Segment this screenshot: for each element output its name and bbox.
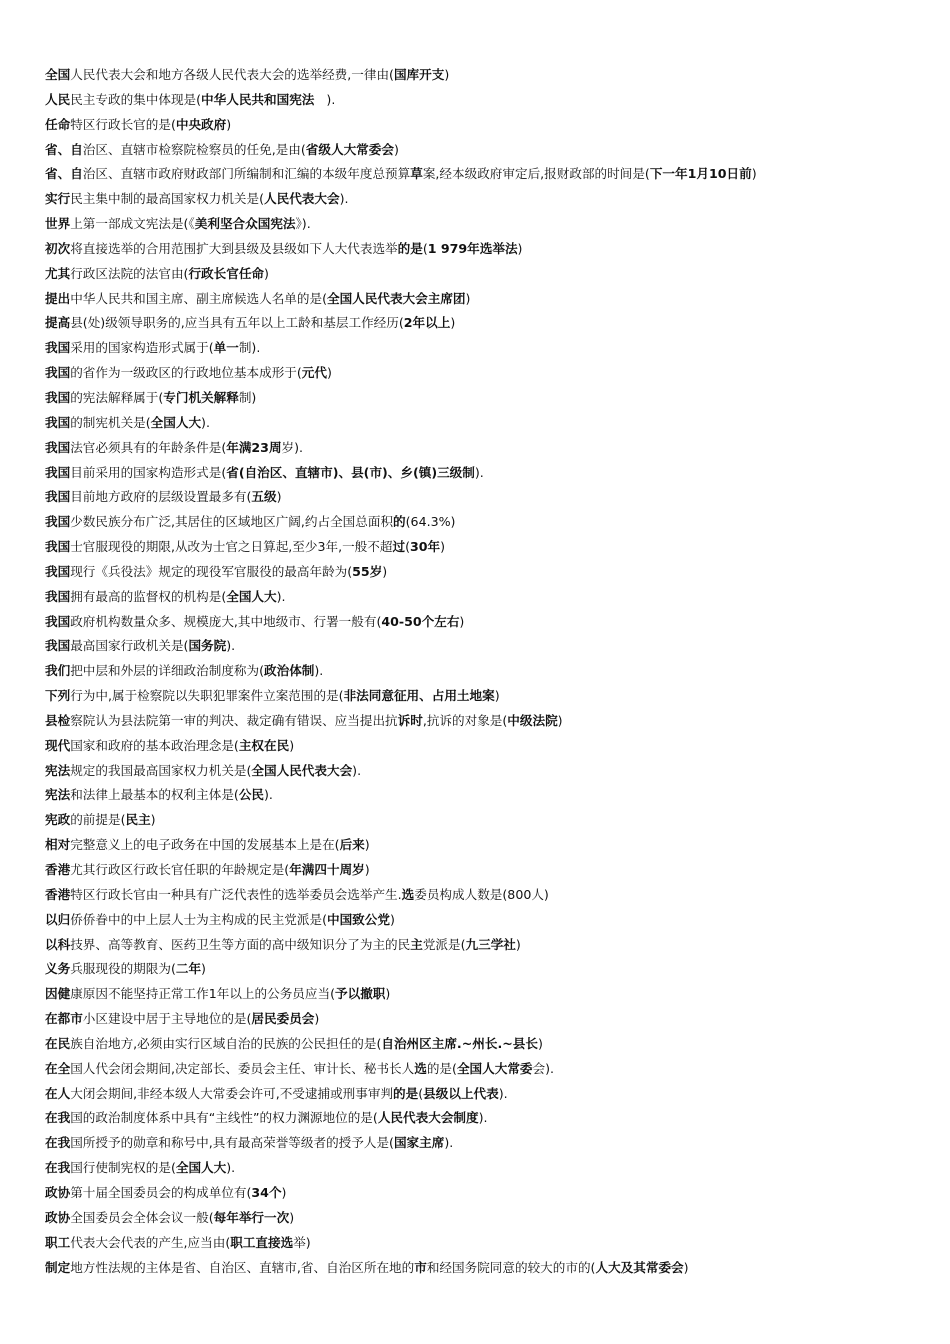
qa-line: 现代国家和政府的基本政治理念是(主权在民) — [45, 737, 295, 753]
qa-line: 在我国的政治制度体系中具有“主线性”的权力渊源地位的是(人民代表大会制度). — [45, 1110, 488, 1126]
qa-line: 在都市小区建设中居于主导地位的是(居民委员会) — [45, 1011, 320, 1027]
qa-line: 我国少数民族分布广泛,其居住的区域地区广阔,约占全国总面积的(64.3%) — [45, 514, 456, 530]
qa-line: 因健康原因不能坚持正常工作1年以上的公务员应当(予以撤职) — [45, 986, 391, 1002]
qa-line: 政协全国委员会全体会议一般(每年举行一次) — [45, 1209, 295, 1225]
qa-line: 我国最高国家行政机关是(国务院). — [45, 638, 236, 654]
qa-line: 提高县(处)级领导职务的,应当具有五年以上工龄和基层工作经历(2年以上) — [45, 315, 456, 331]
qa-line: 实行民主集中制的最高国家权力机关是(人民代表大会). — [45, 191, 349, 207]
qa-line: 在人大闭会期间,非经本级人大常委会许可,不受逮捕或刑事审判的是(县级以上代表). — [45, 1085, 508, 1101]
qa-line: 任命特区行政长官的是(中央政府) — [45, 116, 232, 132]
qa-line: 省、自治区、直辖市政府财政部门所编制和汇编的本级年度总预算草案,经本级政府审定后,报财政部的时间是(下一年1月10日前) — [45, 166, 757, 182]
qa-line: 我国政府机构数量众多、规模庞大,其中地级市、行署一般有(40-50个左右) — [45, 613, 465, 629]
qa-line: 在我国行使制宪权的是(全国人大). — [45, 1160, 236, 1176]
qa-line: 下列行为中,属于检察院以失职犯罪案件立案范围的是(非法同意征用、占用土地案) — [45, 688, 500, 704]
qa-line: 我国的制宪机关是(全国人大). — [45, 414, 210, 430]
qa-line: 制定地方性法规的主体是省、自治区、直辖市,省、自治区所在地的市和经国务院同意的较大的市的(人大及其常委会) — [45, 1259, 689, 1275]
qa-line: 宪法和法律上最基本的权利主体是(公民). — [45, 787, 273, 803]
qa-line: 以归侨侨眷中的中上层人士为主构成的民主党派是(中国致公党) — [45, 911, 395, 927]
qa-line: 香港特区行政长官由一种具有广泛代表性的选举委员会选举产生.选委员构成人数是(800人) — [45, 886, 549, 902]
qa-line: 我国的省作为一级政区的行政地位基本成形于(元代) — [45, 365, 332, 381]
qa-line: 义务兵服现役的期限为(二年) — [45, 961, 206, 977]
qa-line: 人民民主专政的集中体现是(中华人民共和国宪法 ). — [45, 91, 336, 107]
qa-line: 省、自治区、直辖市检察院检察员的任免,是由(省级人大常委会) — [45, 141, 399, 157]
qa-line: 全国人民代表大会和地方各级人民代表大会的选举经费,一律由(国库开支) — [45, 67, 450, 82]
qa-line: 提出中华人民共和国主席、副主席候选人名单的是(全国人民代表大会主席团) — [45, 290, 471, 306]
qa-line: 我国目前采用的国家构造形式是(省(自治区、直辖市)、县(市)、乡(镇)三级制). — [45, 464, 484, 480]
qa-line: 在我国所授予的勋章和称号中,具有最高荣誉等级者的授予人是(国家主席). — [45, 1135, 454, 1151]
qa-line: 香港尤其行政区行政长官任职的年龄规定是(年满四十周岁) — [45, 862, 370, 877]
qa-line: 县检察院认为县法院第一审的判决、裁定确有错误、应当提出抗诉时,抗诉的对象是(中级法院) — [45, 712, 563, 728]
qa-line: 宪法规定的我国最高国家权力机关是(全国人民代表大会). — [45, 762, 362, 778]
qa-line: 宪政的前提是(民主) — [45, 812, 156, 828]
qa-line: 职工代表大会代表的产生,应当由(职工直接选举) — [45, 1234, 311, 1250]
qa-line: 初次将直接选举的合用范围扩大到县级及县级如下人大代表选举的是(1 979年选举法) — [45, 240, 523, 256]
qa-line: 我国采用的国家构造形式属于(单一制). — [45, 340, 261, 356]
qa-line: 我国的宪法解释属于(专门机关解释制) — [45, 389, 257, 405]
qa-line: 我国士官服现役的期限,从改为士官之日算起,至少3年,一般不超过(30年) — [45, 539, 446, 555]
qa-line: 我国拥有最高的监督权的机构是(全国人大). — [45, 588, 286, 604]
qa-line: 世界上第一部成文宪法是(《美利坚合众国宪法》). — [45, 216, 311, 232]
qa-line: 我们把中层和外层的详细政治制度称为(政治体制). — [45, 663, 324, 679]
qa-line: 我国目前地方政府的层级设置最多有(五级) — [45, 489, 282, 505]
qa-list — [45, 63, 910, 1280]
qa-line: 在全国人代会闭会期间,决定部长、委员会主任、审计长、秘书长人选的是(全国人大常委会). — [45, 1060, 555, 1076]
qa-line: 我国现行《兵役法》规定的现役军官服役的最高年龄为(55岁) — [45, 563, 388, 579]
qa-line: 我国法官必须具有的年龄条件是(年满23周岁). — [45, 439, 304, 455]
qa-line: 尤其行政区法院的法官由(行政长官任命) — [45, 265, 269, 281]
qa-line: 政协第十届全国委员会的构成单位有(34个) — [45, 1184, 287, 1200]
qa-line: 相对完整意义上的电子政务在中国的发展基本上是在(后来) — [45, 837, 370, 853]
qa-line: 以科技界、高等教育、医药卫生等方面的高中级知识分了为主的民主党派是(九三学社) — [45, 936, 521, 952]
qa-line: 在民族自治地方,必须由实行区域自治的民族的公民担任的是(自治州区主席.~州长.~县长) — [45, 1035, 543, 1051]
